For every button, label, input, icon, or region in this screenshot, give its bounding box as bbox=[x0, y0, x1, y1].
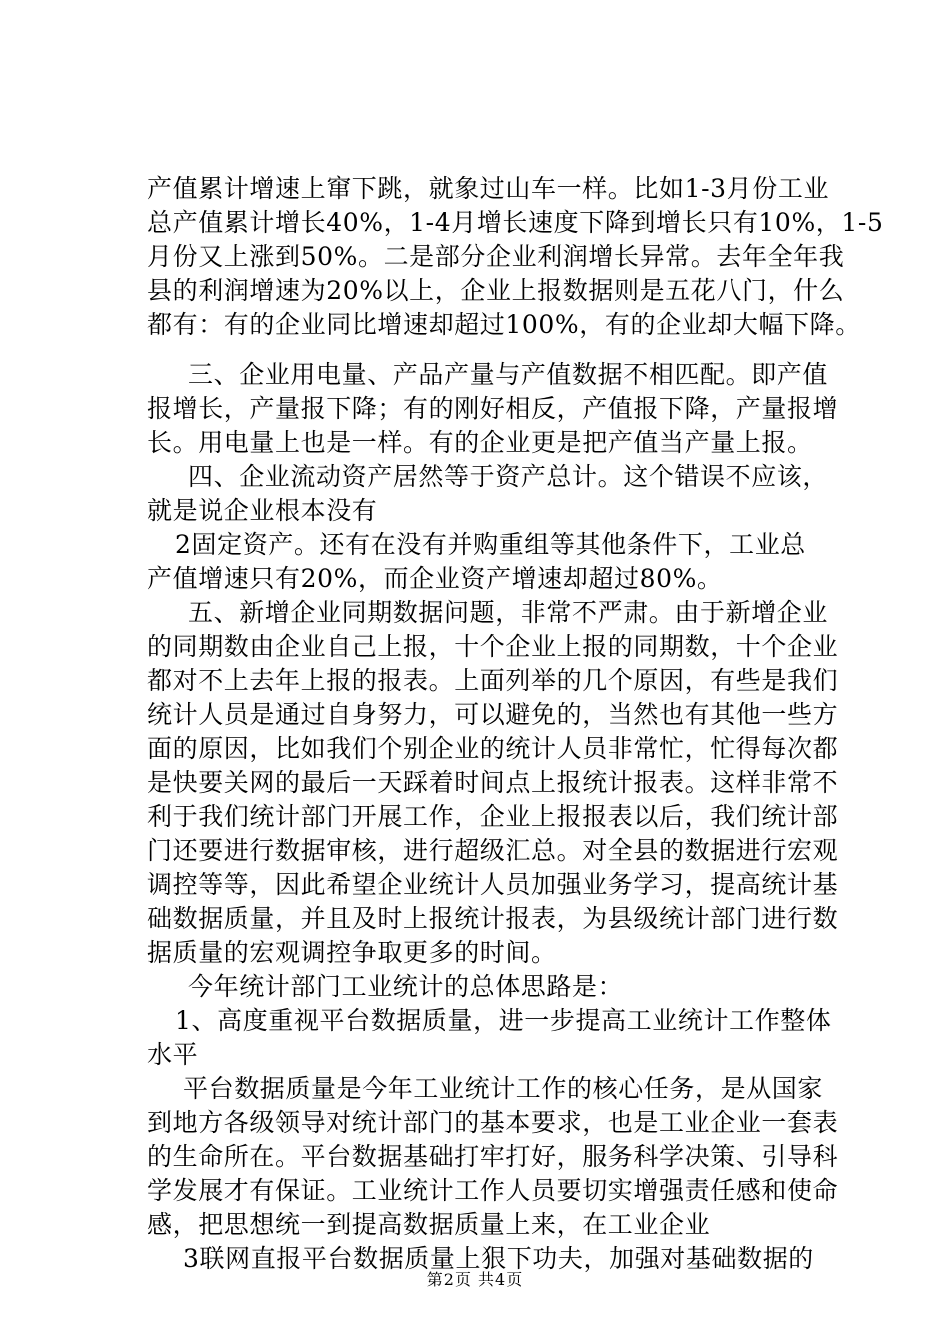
text-line: 是快要关网的最后一天踩着时间点上报统计报表。这样非常不 bbox=[147, 768, 839, 797]
text-line: 水平 bbox=[147, 1040, 199, 1069]
page-number-footer: 第2页 共4页 bbox=[426, 1270, 524, 1289]
text-line: 总产值累计增长40%，1-4月增长速度下降到增长只有10%，1-5 bbox=[147, 208, 884, 237]
text-line: 学发展才有保证。工业统计工作人员要切实增强责任感和使命 bbox=[147, 1176, 839, 1205]
text-line: 的生命所在。平台数据基础打牢打好，服务科学决策、引导科 bbox=[147, 1142, 839, 1171]
text-line: 感，把思想统一到提高数据质量上来，在工业企业 bbox=[147, 1210, 711, 1239]
text-line: 到地方各级领导对统计部门的基本要求，也是工业企业一套表 bbox=[147, 1108, 839, 1137]
text-line: 础数据质量，并且及时上报统计报表，为县级统计部门进行数 bbox=[147, 904, 839, 933]
text-line: 今年统计部门工业统计的总体思路是： bbox=[188, 972, 624, 1001]
text-line: 平台数据质量是今年工业统计工作的核心任务，是从国家 bbox=[183, 1074, 824, 1103]
text-line: 产值增速只有20%，而企业资产增速却超过80%。 bbox=[147, 564, 723, 593]
text-line: 据质量的宏观调控争取更多的时间。 bbox=[147, 938, 557, 967]
text-line: 门还要进行数据审核，进行超级汇总。对全县的数据进行宏观 bbox=[147, 836, 839, 865]
text-line: 3联网直报平台数据质量上狠下功夫，加强对基础数据的 bbox=[183, 1244, 814, 1273]
text-line: 五、新增企业同期数据问题，非常不严肃。由于新增企业 bbox=[188, 598, 829, 627]
text-line: 就是说企业根本没有 bbox=[147, 496, 378, 525]
text-line: 报增长，产量报下降；有的刚好相反，产值报下降，产量报增 bbox=[147, 394, 839, 423]
text-line: 面的原因，比如我们个别企业的统计人员非常忙，忙得每次都 bbox=[147, 734, 839, 763]
text-line: 都有：有的企业同比增速却超过100%，有的企业却大幅下降。 bbox=[147, 310, 861, 339]
text-line: 四、企业流动资产居然等于资产总计。这个错误不应该， bbox=[188, 462, 829, 491]
text-line: 1、高度重视平台数据质量，进一步提高工业统计工作整体 bbox=[175, 1006, 832, 1035]
text-line: 产值累计增速上窜下跳，就象过山车一样。比如1-3月份工业 bbox=[147, 174, 830, 203]
text-line: 县的利润增速为20%以上，企业上报数据则是五花八门，什么 bbox=[147, 276, 845, 305]
text-line: 长。用电量上也是一样。有的企业更是把产值当产量上报。 bbox=[147, 428, 813, 457]
text-line: 利于我们统计部门开展工作，企业上报报表以后，我们统计部 bbox=[147, 802, 839, 831]
text-line: 调控等等，因此希望企业统计人员加强业务学习，提高统计基 bbox=[147, 870, 839, 899]
text-line: 统计人员是通过自身努力，可以避免的，当然也有其他一些方 bbox=[147, 700, 839, 729]
text-line: 的同期数由企业自己上报，十个企业上报的同期数，十个企业 bbox=[147, 632, 839, 661]
text-line: 三、企业用电量、产品产量与产值数据不相匹配。即产值 bbox=[188, 360, 829, 389]
text-line: 2固定资产。还有在没有并购重组等其他条件下，工业总 bbox=[175, 530, 806, 559]
text-line: 都对不上去年上报的报表。上面列举的几个原因，有些是我们 bbox=[147, 666, 839, 695]
text-line: 月份又上涨到50%。二是部分企业利润增长异常。去年全年我 bbox=[147, 242, 845, 271]
